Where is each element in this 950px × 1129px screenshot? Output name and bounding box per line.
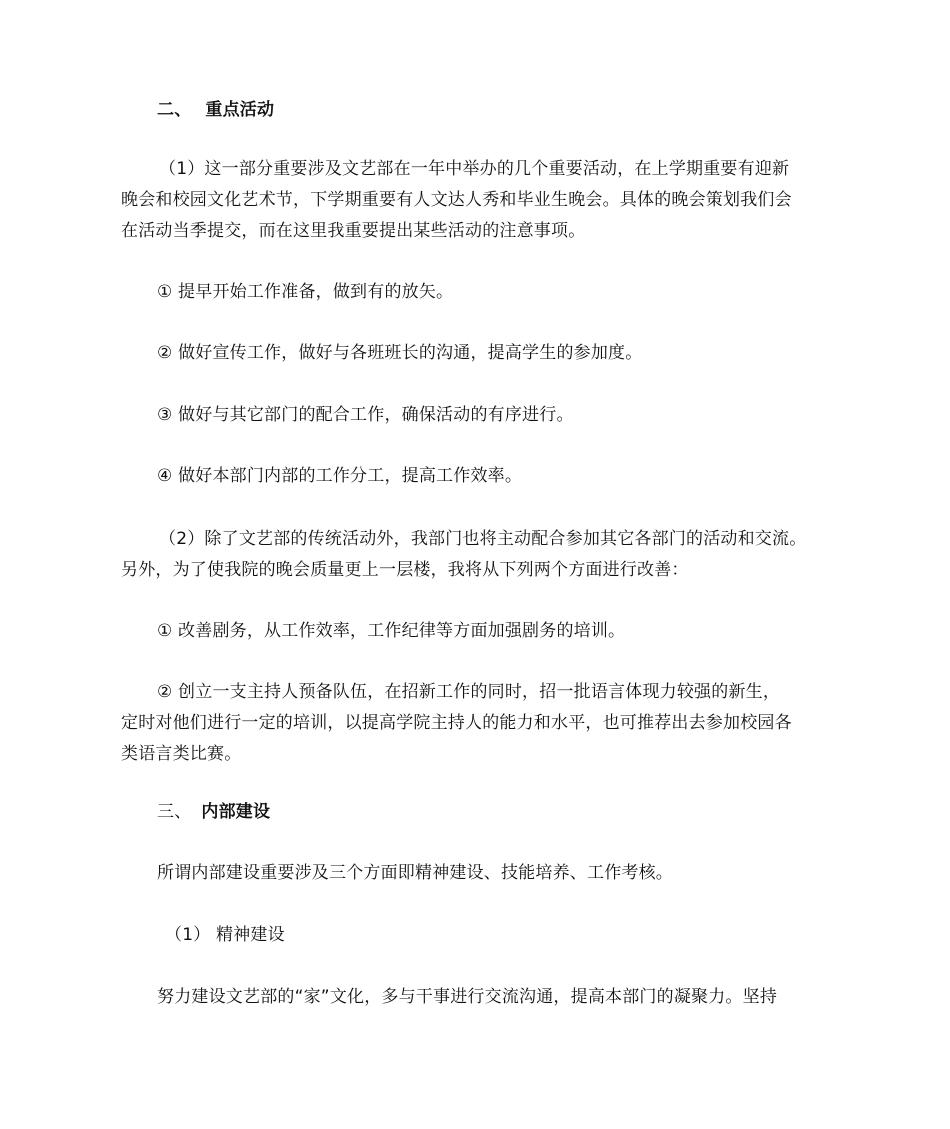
sub-heading: （1） 精神建设 xyxy=(165,925,285,945)
paragraph-line: 另外，为了使我院的晚会质量更上一层楼，我将从下列两个方面进行改善： xyxy=(121,560,689,580)
paragraph-line: ② 创立一支主持人预备队伍，在招新工作的同时，招一批语言体现力较强的新生， xyxy=(157,682,781,702)
paragraph-2 xyxy=(121,524,841,586)
section-heading-3 xyxy=(157,797,877,828)
section-number: 二、 xyxy=(157,100,192,120)
section-title: 重点活动 xyxy=(205,100,275,120)
section-title: 内部建设 xyxy=(201,802,271,822)
paragraph-4: 努力建设文艺部的“家”文化，多与干事进行交流沟通，提高本部门的凝聚力。坚持 xyxy=(157,987,778,1007)
paragraph-line: （2）除了文艺部的传统活动外，我部门也将主动配合参加其它各部门的活动和交流。 xyxy=(159,529,807,549)
paragraph-line: 定时对他们进行一定的培训，以提高学院主持人的能力和水平，也可推荐出去参加校园各 xyxy=(121,713,792,733)
paragraph-line: （1）这一部分重要涉及文艺部在一年中举办的几个重要活动，在上学期重要有迎新 xyxy=(159,159,790,179)
paragraph-3: 所谓内部建设重要涉及三个方面即精神建设、技能培养、工作考核。 xyxy=(157,863,673,883)
section-number: 三、 xyxy=(157,802,192,822)
paragraph-line: 类语言类比赛。 xyxy=(121,744,242,764)
list-item-2: ② 做好宣传工作，做好与各班班长的沟通，提高学生的参加度。 xyxy=(157,343,643,363)
paragraph-1 xyxy=(121,154,841,247)
list-item-4: ④ 做好本部门内部的工作分工，提高工作效率。 xyxy=(157,466,523,486)
paragraph-line: 晚会和校园文化艺术节，下学期重要有人文达人秀和毕业生晚会。具体的晚会策划我们会 xyxy=(121,190,792,210)
sub-item-2 xyxy=(121,677,841,770)
paragraph-line: 在活动当季提交，而在这里我重要提出某些活动的注意事项。 xyxy=(121,221,586,241)
section-heading-2 xyxy=(157,95,877,126)
list-item-3: ③ 做好与其它部门的配合工作，确保活动的有序进行。 xyxy=(157,405,574,425)
list-item-1: ① 提早开始工作准备，做到有的放矢。 xyxy=(157,282,454,302)
sub-item-1: ① 改善剧务，从工作效率，工作纪律等方面加强剧务的培训。 xyxy=(157,621,626,641)
